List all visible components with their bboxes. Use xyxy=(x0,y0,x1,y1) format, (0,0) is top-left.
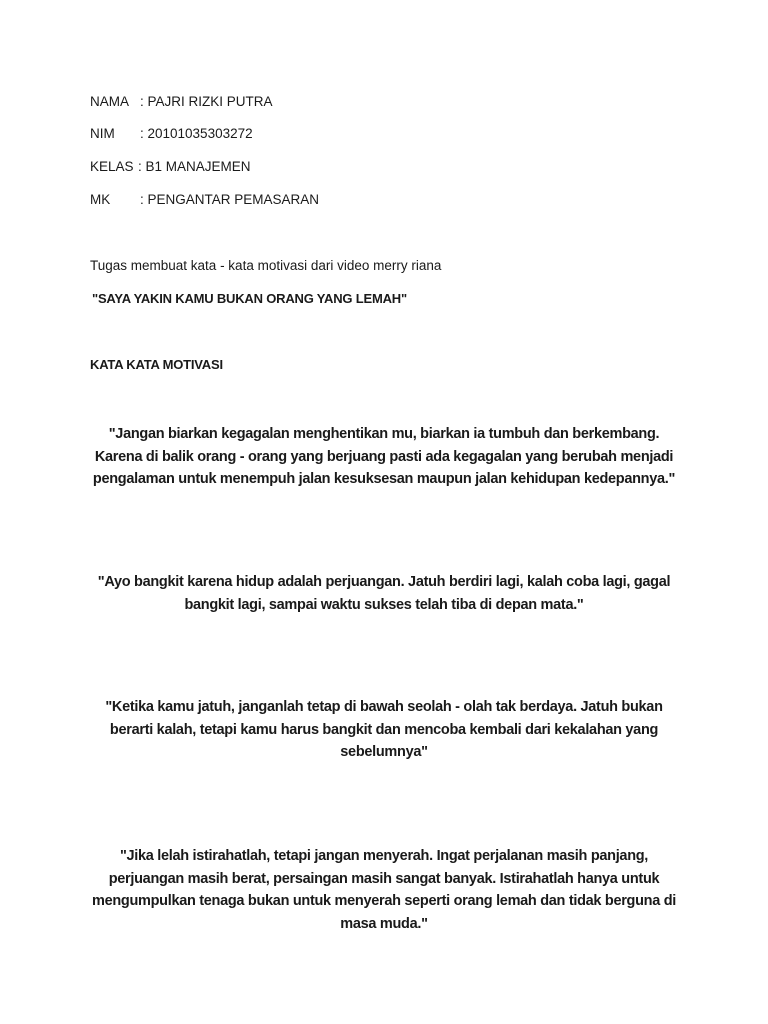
headline-quote: "SAYA YAKIN KAMU BUKAN ORANG YANG LEMAH" xyxy=(92,291,407,306)
quote-line: masa muda." xyxy=(340,915,428,932)
name-value: : PAJRI RIZKI PUTRA xyxy=(140,94,273,109)
quote-line: berarti kalah, tetapi kamu harus bangkit dan mencoba kembali dari kekalahan yang xyxy=(109,721,659,738)
student-id-row xyxy=(90,125,253,143)
motivation-quote-3 xyxy=(84,696,684,764)
class-value: : B1 MANAJEMEN xyxy=(138,159,251,174)
motivation-quote-4 xyxy=(84,845,684,935)
quote-line: bangkit lagi, sampai waktu sukses telah tiba di depan mata." xyxy=(184,596,584,613)
class-row xyxy=(90,158,251,176)
quote-line: "Jangan biarkan kegagalan menghentikan mu, biarkan ia tumbuh dan berkembang. xyxy=(108,426,660,442)
nim-label: NIM xyxy=(90,126,115,141)
quote-line: perjuangan masih berat, persaingan masih sangat banyak. Istirahatlah hanya untuk xyxy=(108,870,660,887)
name-label: NAMA xyxy=(90,94,130,109)
class-label: KELAS xyxy=(90,159,134,174)
quote-line: "Jika lelah istirahatlah, tetapi jangan menyerah. Ingat perjalanan masih panjang, xyxy=(119,848,649,864)
quote-line: "Ayo bangkit karena hidup adalah perjuangan. Jatuh berdiri lagi, kalah coba lagi, gagal xyxy=(97,574,671,590)
course-row xyxy=(90,191,319,209)
quote-line: "Ketika kamu jatuh, janganlah tetap di bawah seolah - olah tak berdaya. Jatuh bukan xyxy=(105,699,663,715)
motivation-quote-2 xyxy=(84,571,684,616)
nim-value: : 20101035303272 xyxy=(140,126,253,141)
quote-line: Karena di balik orang - orang yang berjuang pasti ada kegagalan yang berubah menjadi xyxy=(94,448,674,465)
course-label: MK xyxy=(90,192,111,207)
task-description: Tugas membuat kata - kata motivasi dari video merry riana xyxy=(90,258,442,273)
quote-line: pengalaman untuk menempuh jalan kesuksesan maupun jalan kehidupan kedepannya." xyxy=(92,471,676,487)
quote-line: sebelumnya" xyxy=(340,744,428,760)
quote-line: mengumpulkan tenaga bukan untuk menyerah seperti orang lemah dan tidak berguna di xyxy=(91,893,676,909)
motivation-quote-1 xyxy=(84,423,684,491)
student-name-row xyxy=(90,93,273,111)
section-title: KATA KATA MOTIVASI xyxy=(90,357,223,372)
course-value: : PENGANTAR PEMASARAN xyxy=(140,192,320,207)
